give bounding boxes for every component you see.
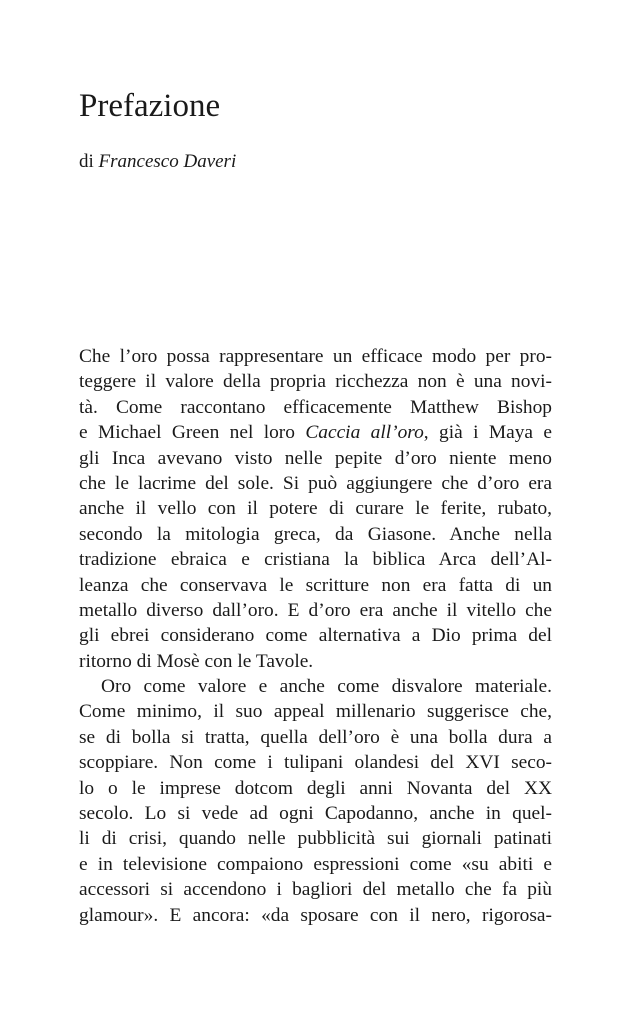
byline-prefix: di (79, 151, 99, 172)
body-text (79, 344, 552, 928)
text-line: e in televisione compaiono espressioni come «su abiti e (79, 853, 552, 875)
text-line: che le lacrime del sole. Si può aggiungere che d’oro era (79, 472, 552, 494)
text-line: scoppiare. Non come i tulipani olandesi del XVI seco- (79, 752, 552, 774)
text-line: secolo. Lo si vede ad ogni Capodanno, anche in quel- (79, 803, 552, 825)
text-line: Come minimo, il suo appeal millenario suggerisce che, (79, 701, 552, 723)
text-line: leanza che conservava le scritture non era fatta di un (79, 574, 552, 596)
text-line: teggere il valore della propria ricchezza non è una novi- (79, 371, 552, 393)
paragraph (79, 344, 552, 674)
text-line: se di bolla si tratta, quella dell’oro è una bolla dura a (79, 726, 552, 748)
chapter-title: Prefazione (79, 88, 221, 124)
text-line: tà. Come raccontano efficacemente Matthew Bishop (79, 396, 552, 418)
text-run: e Michael Green nel loro (79, 422, 306, 444)
book-title-italic: Caccia all’oro (305, 422, 424, 444)
text-run: , già i Maya e (423, 422, 552, 444)
text-line: tradizione ebraica e cristiana la biblica Arca dell’Al- (79, 549, 552, 571)
text-line: gli Inca avevano visto nelle pepite d’oro niente meno (79, 447, 552, 469)
text-line: metallo diverso dall’oro. E d’oro era anche il vitello che (79, 599, 552, 621)
text-line: lo o le imprese dotcom degli anni Novanta del XX (79, 777, 552, 799)
text-line: accessori si accendono i bagliori del metallo che fa più (79, 879, 552, 901)
text-line: secondo la mitologia greca, da Giasone. Anche nella (79, 523, 552, 545)
paragraph (79, 674, 552, 928)
text-line: ritorno di Mosè con le Tavole. (79, 650, 314, 672)
text-line: anche il vello con il potere di curare le ferite, rubato, (79, 498, 552, 520)
byline-author: Francesco Daveri (98, 151, 237, 172)
text-line (79, 420, 552, 445)
text-line: glamour». E ancora: «da sposare con il nero, rigorosa- (79, 904, 552, 926)
text-line: Che l’oro possa rappresentare un efficace modo per pro- (79, 346, 552, 367)
text-line: li di crisi, quando nelle pubblicità sui giornali patinati (79, 828, 552, 850)
text-line: gli ebrei considerano come alternativa a Dio prima del (79, 625, 552, 647)
byline (79, 150, 236, 174)
text-line: Oro come valore e anche come disvalore materiale. (101, 676, 552, 698)
